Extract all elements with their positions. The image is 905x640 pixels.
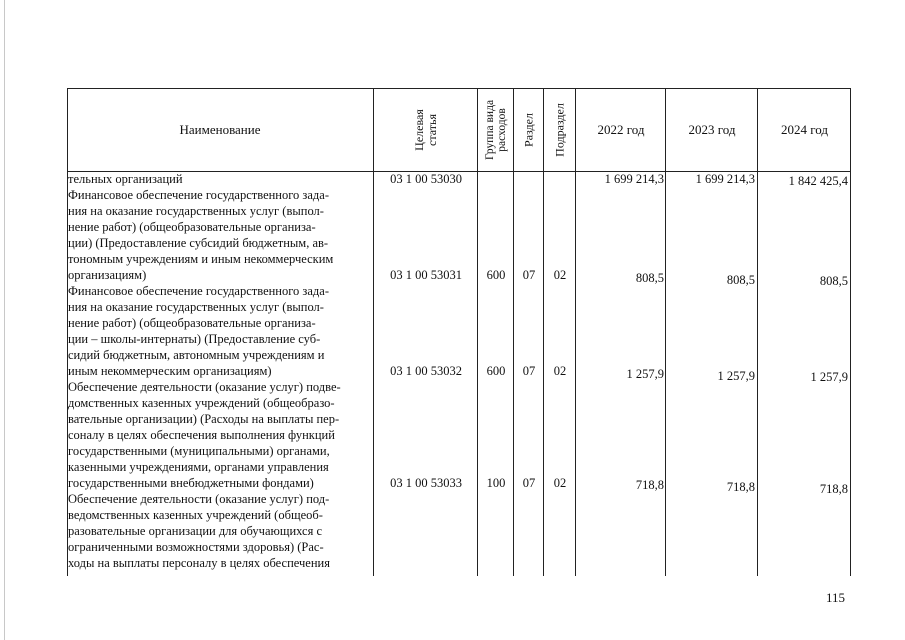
text-line: ции) (Предоставление субсидий бюджетным, ав-	[68, 236, 329, 250]
cell-expense-group: 100	[486, 476, 506, 490]
column-line	[373, 88, 374, 576]
cell-subsection: 02	[553, 364, 567, 378]
text-line: ходы на выплаты персоналу в целях обеспечения	[68, 556, 330, 570]
header-name: Наименование	[179, 122, 261, 137]
header-section: Раздел	[521, 113, 536, 147]
cell-section: 07	[522, 268, 536, 282]
header-year-2024: 2024 год	[781, 122, 828, 137]
text-line: Финансовое обеспечение государственного зада-	[68, 188, 329, 202]
cell-2023: 718,8	[726, 480, 755, 494]
page-margin-line	[4, 0, 5, 640]
text-line: тельных организаций	[68, 172, 183, 186]
cell-subsection: 02	[553, 268, 567, 282]
cell-2023: 1 257,9	[717, 369, 755, 383]
header-target-article: Целевая статья	[412, 109, 439, 151]
cell-2023: 808,5	[726, 273, 755, 287]
cell-target-article: 03 1 00 53033	[390, 476, 462, 490]
cell-2024: 1 257,9	[810, 370, 848, 384]
text-line: иным некоммерческим организациям)	[68, 364, 272, 378]
cell-section: 07	[522, 476, 536, 490]
text-line: казенными учреждениями, органами управления	[68, 460, 329, 474]
text-line: организациям)	[68, 268, 147, 282]
text-line: ния на оказание государственных услуг (выпол-	[68, 204, 324, 218]
cell-section: 07	[522, 364, 536, 378]
cell-2022: 808,5	[635, 271, 664, 285]
cell-2024: 1 842 425,4	[788, 174, 848, 188]
column-line	[477, 88, 478, 576]
cell-expense-group: 600	[486, 364, 506, 378]
column-line	[513, 88, 514, 576]
cell-2022: 1 699 214,3	[604, 172, 664, 186]
text-line: Финансовое обеспечение государственного зада-	[68, 284, 329, 298]
header-year-2023: 2023 год	[688, 122, 736, 137]
text-line: ограниченными возможностями здоровья) (Рас-	[68, 540, 324, 554]
cell-2022: 718,8	[635, 478, 664, 492]
text-line: государственными (муниципальными) органами,	[68, 444, 330, 458]
column-line	[575, 88, 576, 576]
page-number: 115	[826, 590, 846, 605]
text-line: вательные организации) (Расходы на выплаты пер-	[68, 412, 340, 426]
cell-2024: 808,5	[819, 274, 848, 288]
header-expense-group: Группа вида расходов	[484, 99, 508, 161]
text-line: соналу в целях обеспечения выполнения функций	[68, 428, 335, 442]
text-line: разовательные организации для обучающихся с	[68, 524, 323, 538]
text-line: ния на оказание государственных услуг (выпол-	[68, 300, 324, 314]
cell-expense-group: 600	[486, 268, 506, 282]
text-line: нение работ) (общеобразовательные организа-	[68, 316, 316, 330]
text-line: домственных казенных учреждений (общеобразо-	[68, 396, 335, 410]
column-line	[757, 88, 758, 576]
cell-subsection: 02	[553, 476, 567, 490]
text-line: Обеспечение деятельности (оказание услуг) подве-	[68, 380, 341, 394]
cell-2023: 1 699 214,3	[695, 172, 755, 186]
text-line: тономным учреждениям и иным некоммерческим	[68, 252, 334, 266]
text-line: Обеспечение деятельности (оказание услуг) под-	[68, 492, 330, 506]
column-line	[850, 88, 851, 576]
text-line: ции – школы-интернаты) (Предоставление суб-	[68, 332, 321, 346]
cell-target-article: 03 1 00 53030	[390, 172, 462, 186]
text-line: ведомственных казенных учреждений (общеоб-	[68, 508, 323, 522]
header-subsection: Подраздел	[552, 103, 567, 157]
column-line	[665, 88, 666, 576]
text-line: нение работ) (общеобразовательные организа-	[68, 220, 316, 234]
column-line	[543, 88, 544, 576]
cell-target-article: 03 1 00 53032	[390, 364, 462, 378]
text-line: государственными внебюджетными фондами)	[68, 476, 314, 490]
header-year-2022: 2022 год	[597, 122, 645, 137]
cell-2022: 1 257,9	[626, 367, 664, 381]
cell-2024: 718,8	[819, 482, 848, 496]
cell-target-article: 03 1 00 53031	[390, 268, 462, 282]
text-line: сидий бюджетным, автономным учреждениям и	[68, 348, 325, 362]
